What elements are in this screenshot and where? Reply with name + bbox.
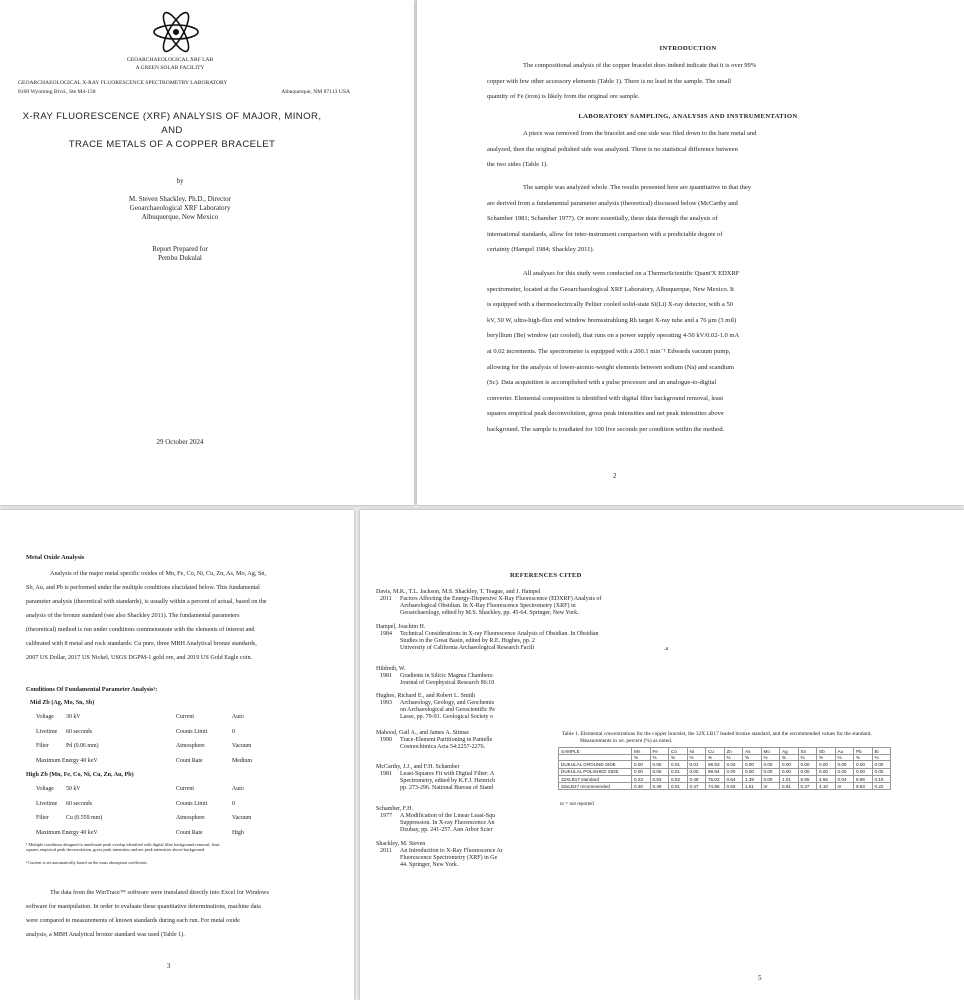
reference-entry (376, 693, 556, 729)
condition-cell: Counts Limit (176, 728, 208, 735)
reference-line: Suppression. In X-ray Fluorescence An (400, 820, 495, 827)
reference-line: A Modification of the Linear Least-Squ (400, 813, 496, 820)
table-cell: % (706, 755, 725, 761)
reference-line: Trace-Element Partitioning in Pantelle (400, 737, 493, 744)
table-cell: % (669, 755, 688, 761)
text-line: are derived from a fundamental parameter analysis (theoretical) discussed below (McCarthy and (487, 199, 738, 207)
table-cell: 0.00 (872, 761, 891, 768)
table-cell: 74.86 (706, 783, 725, 790)
text-line: allowing for the analysis of lower-atomic-weight elements between sodium (Na) and scandium (487, 363, 734, 371)
reference-entry (376, 589, 602, 625)
reference-line: Gradients in Silicic Magma Chambers: (400, 673, 494, 680)
elemental-table (558, 747, 891, 790)
text-line: at 0.02 increments. The spectrometer is equipped with a 200.1 min⁻¹ Edwards vacuum pump, (487, 347, 731, 355)
text-line: software for manipulation. In order to evaluate these quantitative determinations, machine data (26, 903, 261, 910)
reference-line: An Introduction to X-Ray Fluorescence Ar (400, 848, 503, 855)
text-line: certainty (Hampel 1984; Shackley 2011). (487, 246, 595, 254)
reference-year: 1984 (380, 631, 392, 638)
reference-text (400, 771, 495, 792)
text-line: All analyses for this study were conducted on a ThermoScientific Quant'X EDXRF (523, 270, 740, 277)
table-cell: Mo (761, 748, 780, 755)
reference-line: University of California Archaeological Research Facili (400, 645, 535, 652)
high-zb-title: High Zb (Mn, Fe, Co, Ni, Cu, Zn, Au, Pb) (26, 772, 134, 778)
table-cell: Sn (798, 748, 817, 755)
table-cell: 0.47 (687, 783, 706, 790)
text-line: (theoretical) method is run under conditions commensurate with the elements of interest and (26, 626, 255, 633)
page-number: 3 (167, 962, 171, 970)
page-number: 2 (613, 472, 617, 480)
reference-entry (376, 841, 556, 877)
footnote-2: ² Current is set automatically based on the mass absorption coefficient. (26, 860, 148, 865)
condition-cell: Counts Limit (176, 800, 208, 807)
reference-line: Factors Affecting the Energy-Dispersive X-Ray Fluorescence (EDXRF) Analysis of (400, 596, 602, 603)
title-line-1: X-RAY FLUORESCENCE (XRF) ANALYSIS OF MAJOR, MINOR, AND (22, 111, 322, 136)
table-cell: 0.00 (854, 768, 873, 775)
reference-author: McCarthy, J.J., and F.H. Schamber (376, 764, 460, 770)
reference-year: 2011 (380, 596, 392, 603)
condition-row (36, 758, 336, 770)
table-cell: 0.00 (724, 768, 743, 775)
table-cell: nr (761, 783, 780, 790)
client-name: Pembu Dukulal (158, 254, 202, 262)
table-cell: % (724, 755, 743, 761)
table-cell: Mn (632, 748, 651, 755)
table-cell: % (780, 755, 799, 761)
table-cell: % (687, 755, 706, 761)
table-cell: 0.00 (817, 761, 836, 768)
table-cell: 0.00 (743, 761, 762, 768)
text-line: 2007 US Dollar, 2017 US Nickel, USGS DGPM-1 gold ore, and 2019 US Gold Eagle coin. (26, 654, 253, 661)
mid-zb-title: Mid Zb (Ag, Mo, Sn, Sb) (30, 700, 95, 706)
condition-cell: Auto (232, 786, 244, 792)
table-cell: As (743, 748, 762, 755)
table-caption-line-1: Table 1. Elemental concentrations for the copper bracelet, the 32X LB17 leaded bronze standard, and the recommended values for the standard. (562, 731, 872, 737)
table-cell: 0.00 (817, 768, 836, 775)
table-cell: 0.00 (632, 768, 651, 775)
text-line: A piece was removed from the bracelet and one side was filed down to the bare metal and (523, 130, 757, 137)
text-line: Schamber 1981; Schamber 1977). Or more essentially, these data through the analysis of (487, 215, 718, 223)
reference-line: on Archaeological and Geoscientific Pe (400, 707, 495, 714)
table-cell: % (632, 755, 651, 761)
table-caption (562, 731, 954, 744)
ref-extra: .a (664, 646, 669, 652)
reference-text (400, 631, 599, 652)
condition-cell: Maximum Energy 40 keV (36, 757, 98, 764)
reference-line: Technical Considerations in X-ray Fluorescence Analysis of Obsidian. In Obsidian (400, 631, 599, 638)
condition-cell: Current (176, 786, 194, 792)
reference-author: Schamber, F.H. (376, 806, 413, 812)
table-cell: 0.04 (835, 775, 854, 782)
reference-line: Archaeological Obsidian. In X-Ray Fluorescence Spectrometry (XRF) in (400, 603, 576, 610)
reference-author: Hughes, Richard E., and Robert L. Smith (376, 693, 475, 699)
condition-cell: Cu (0.559 mm) (66, 815, 103, 821)
reference-line: Dzubay, pp. 241-257. Ann Arbor Scier (400, 827, 493, 834)
by-label: by (176, 177, 184, 185)
table-cell: 0.22 (872, 783, 891, 790)
table-cell: % (872, 755, 891, 761)
text-line: is equipped with a thermoelectrically Peltier cooled solid-state Si(Li) X-ray detector, with a 50 (487, 301, 733, 309)
section-heading: Metal Oxide Analysis (26, 554, 85, 561)
table-cell: 0.05 (650, 768, 669, 775)
condition-cell: Filter (36, 743, 49, 749)
text-line: Analysis of the major metal specific oxides of Mn, Fe, Co, Ni, Cu, Zn, As, Mo, Ag, Sn, (50, 570, 267, 577)
text-line: analysis of the bronze standard (see also Shackley 2011). The fundamental parameters (26, 612, 240, 619)
wintrace-paragraph (26, 886, 332, 942)
reference-line: Fluorescence Spectrometry (XRF) in Ge (400, 855, 498, 862)
text-line: international standards, allow for inter-instrument comparison with a predictable degree of (487, 230, 723, 238)
table-cell: % (761, 755, 780, 761)
table-cell: % (743, 755, 762, 761)
reference-text (400, 848, 503, 869)
atom-logo-icon (152, 8, 200, 56)
condition-cell: Current (176, 714, 194, 720)
table-cell: 0.91 (780, 783, 799, 790)
table-cell: 4.66 (817, 775, 836, 782)
condition-row (36, 801, 336, 813)
table-cell: Fe (650, 748, 669, 755)
intro-paragraph (487, 58, 889, 105)
table-cell: nr (835, 783, 854, 790)
reference-text (400, 596, 601, 617)
reference-text (400, 813, 495, 834)
page-metal-oxide (0, 510, 354, 1000)
reference-entry (376, 806, 556, 842)
condition-cell: 0 (232, 800, 235, 807)
reference-text (400, 700, 495, 721)
condition-cell: Vacuum (232, 815, 252, 821)
table-cell: 0.01 (669, 783, 688, 790)
table-cell: % (798, 755, 817, 761)
condition-cell: Livetime (36, 728, 58, 735)
table-cell: 0.00 (854, 761, 873, 768)
text-line: beryllium (Be) window (air cooled), that runs on a power supply operating 4-50 kV/0.02-1.0 mA (487, 332, 740, 340)
table-cell: 0.53 (650, 775, 669, 782)
table-cell: 75.02 (706, 775, 725, 782)
condition-cell: Maximum Energy 40 keV (36, 829, 98, 836)
reference-line: Studies in the Great Basin, edited by R.E. Hughes, pp. 2 (400, 638, 535, 645)
table-cell: Cu (706, 748, 725, 755)
table-cell: Sb (817, 748, 836, 755)
table-cell: 5.37 (798, 783, 817, 790)
table-cell: 0.64 (724, 775, 743, 782)
condition-row (36, 830, 336, 842)
lab-subtitle: A GREEN SOLAR FACILITY (135, 65, 205, 71)
reference-entry (376, 624, 599, 660)
text-line: spectrometer, located at the Geoarchaeological XRF Laboratory, Albuquerque, New Mexico. It (487, 285, 734, 293)
text-line: quantity of Fe (iron) is likely from the original ore sample. (487, 93, 640, 101)
table-cell: 0.00 (687, 768, 706, 775)
table-cell: 0.00 (835, 768, 854, 775)
reference-author: Davis, M.K., T.L. Jackson, M.S. Shackley, T. Teague, and J. Hampel (376, 589, 541, 595)
text-line: ¹ Multiple conditions designed to ameliorate peak overlap identified with digital filter background removal, least (26, 842, 220, 847)
condition-row (36, 815, 336, 827)
lab-header-line: GEOARCHAEOLOGICAL X-RAY FLUORESCENCE SPECTROMETRY LABORATORY (18, 80, 228, 86)
table-row (559, 748, 891, 755)
condition-cell: Livetime (36, 800, 58, 807)
text-line: The data from the WinTrace™ software were translated directly into Excel for Windows (50, 889, 269, 896)
reference-year: 1993 (380, 700, 392, 707)
reference-line: Least-Squares Fit with Digital Filter: A (400, 771, 495, 778)
condition-cell: Voltage (36, 714, 54, 720)
condition-cell: Medium (232, 757, 252, 764)
table-cell: 0.00 (743, 768, 762, 775)
table-caption-line-2: Measurements in wt. percent (%) as noted. (580, 737, 673, 744)
table-cell: Ni (687, 748, 706, 755)
reference-line: Journal of Geophysical Research 86:10 (400, 680, 495, 687)
author-org: Geoarchaeological XRF Laboratory (129, 204, 231, 212)
table-cell: 0.00 (872, 768, 891, 775)
author-name: M. Steven Shackley, Ph.D., Director (129, 195, 231, 203)
table-cell: 0.00 (798, 761, 817, 768)
table-cell: 99.94 (706, 768, 725, 775)
page-references (360, 510, 964, 1000)
table-cell: 0.63 (724, 783, 743, 790)
table-cell: 0.19 (872, 775, 891, 782)
table-cell: % (817, 755, 836, 761)
text-line: (Sc). Data acquisition is accomplished with a pulse processor and an analogue-to-digital (487, 379, 717, 387)
footnote-1 (26, 842, 326, 852)
condition-cell: Vacuum (232, 743, 252, 749)
table-cell: 0.00 (780, 768, 799, 775)
table-cell: % (835, 755, 854, 761)
condition-cell: Atmosphere (176, 815, 205, 821)
reference-year: 2011 (380, 848, 392, 855)
references-heading: REFERENCES CITED (510, 572, 582, 579)
table-cell: 99.93 (706, 761, 725, 768)
reference-author: Shackley, M. Steven (376, 841, 426, 847)
reference-line: Spectrometry, edited by K.F.J. Heinrich (400, 778, 496, 785)
table-cell: 0.49 (650, 783, 669, 790)
table-row (559, 761, 891, 768)
reference-text (400, 737, 492, 751)
table-cell: 0.00 (835, 761, 854, 768)
condition-cell: 60 seconds (66, 800, 93, 807)
table-cell: 0.05 (650, 761, 669, 768)
text-line: background. The sample is irradiated for 100 live seconds per condition within the method. (487, 425, 725, 433)
table-cell: 0.01 (687, 761, 706, 768)
table-cell: SAMPLE (559, 748, 632, 755)
text-line: the two sides (Table 1). (487, 161, 548, 169)
lab-paragraph (487, 126, 889, 173)
table-cell: Bi (872, 748, 891, 755)
author-place: Albuquerque, New Mexico (141, 213, 219, 221)
condition-cell: Count Rate (176, 757, 203, 764)
table-cell: 0.00 (780, 761, 799, 768)
condition-cell: 30 kV (66, 714, 81, 720)
table-cell: 9.83 (854, 783, 873, 790)
condition-cell: Voltage (36, 786, 54, 792)
table-cell: 0.00 (724, 761, 743, 768)
reference-author: Hampel, Joachim H. (376, 624, 426, 630)
report-for-label: Report Prepared for (152, 245, 208, 253)
lab-heading: LABORATORY SAMPLING, ANALYSIS AND INSTRUMENTATION (578, 113, 798, 120)
table-cell: Ag (780, 748, 799, 755)
text-line: Sb, Au, and Pb is performed under the multiple conditions elucidated below. This fundamental (26, 584, 260, 591)
text-line: The sample was analyzed whole. The results presented here are quantitative in that they (523, 184, 752, 191)
text-line: squares empirical peak deconvolution, gross peak intensities and net peak intensities above background. (26, 847, 205, 853)
table-cell: 32xLB17 recommended (559, 783, 632, 790)
table-cell: Au (835, 748, 854, 755)
text-line: parameter analysis (theoretical with standards), is usually within a percent of actual, based on the (26, 598, 267, 605)
reference-line: 44. Springer, New York. (400, 862, 459, 869)
condition-cell: 50 kV (66, 786, 81, 792)
table-cell: Zn (724, 748, 743, 755)
text-line: squares empirical peak deconvolution, gross peak intensities and net peak intensities above (487, 410, 724, 418)
page-number: 5 (758, 974, 762, 982)
table-cell: 0.01 (669, 761, 688, 768)
condition-row (36, 743, 336, 755)
table-row (559, 775, 891, 782)
whole-paragraph (487, 180, 889, 258)
table-cell: DUKULAL GROUND SIDE (559, 761, 632, 768)
condition-cell: Atmosphere (176, 743, 205, 749)
table-cell: 0.48 (687, 775, 706, 782)
reference-entry (376, 764, 556, 800)
reference-year: 1990 (380, 737, 392, 744)
lab-name: GEOARCHAEOLOGICAL XRF LAB (126, 57, 214, 63)
table-cell: 0.01 (669, 768, 688, 775)
page-cover (0, 0, 414, 505)
table-row (559, 768, 891, 775)
conditions-title: Conditions Of Fundamental Parameter Analysis¹: (26, 686, 158, 693)
address-left: 8100 Wyoming Blvd., Ste M4-158 (18, 89, 96, 95)
intro-heading: INTRODUCTION (659, 45, 717, 52)
instrument-paragraph (487, 266, 889, 438)
reference-author: Hildreth, W. (376, 666, 406, 672)
table-cell: % (650, 755, 669, 761)
condition-cell: Filter (36, 815, 49, 821)
table-cell: 4.10 (817, 783, 836, 790)
table-cell: 8.86 (854, 775, 873, 782)
table-cell: Co (669, 748, 688, 755)
table-cell: 1.01 (780, 775, 799, 782)
text-line: were compared to measurements of known standards during each run. For metal oxide (26, 917, 240, 924)
table-cell: 32XLB17 standard (559, 775, 632, 782)
reference-year: 1981 (380, 673, 392, 680)
reference-year: 1981 (380, 771, 392, 778)
reference-line: Cosmochimica Acta 54:2257-2276. (400, 744, 486, 751)
table-cell: % (854, 755, 873, 761)
text-line: calibrated with 8 metal and rock standards: Cu pure, three MBH Analytical bronze standards, (26, 640, 257, 647)
text-line: copper with few other accessory elements (Table 1). There is no lead in the sample. The small (487, 77, 732, 85)
condition-cell: Auto (232, 714, 244, 720)
title-line-2: TRACE METALS OF A COPPER BRACELET (68, 139, 276, 150)
reference-line: Archaeology, Geology, and Geochemis (400, 700, 495, 707)
table-cell: Pb (854, 748, 873, 755)
table-cell: 0.00 (761, 761, 780, 768)
condition-row (36, 714, 336, 726)
metal-oxide-paragraph (26, 567, 332, 665)
condition-row (36, 786, 336, 798)
reference-entry (376, 730, 556, 766)
reference-line: Geoarchaeology, edited by M.S. Shackley, pp. 45-64. Springer, New York. (400, 610, 579, 617)
reference-author: Mahood, Gail A., and James A. Stimac (376, 730, 470, 736)
condition-cell: Count Rate (176, 829, 203, 836)
condition-cell: Pd (0.06 mm) (66, 743, 99, 749)
table-cell: 0.00 (632, 761, 651, 768)
reference-text (400, 673, 494, 687)
table-cell: 0.00 (761, 775, 780, 782)
table-cell: 0.02 (669, 775, 688, 782)
table-cell: 0.23 (632, 775, 651, 782)
text-line: analyzed, then the original polished side was analyzed. There is no statistical difference between (487, 145, 738, 153)
table-cell: 1.51 (743, 783, 762, 790)
text-line: analysis, a MBH Analytical bronze standard was used (Table 1). (26, 931, 185, 938)
condition-cell: High (232, 829, 244, 836)
table-cell: 0.00 (798, 768, 817, 775)
report-date: 29 October 2024 (156, 438, 204, 446)
table-row (559, 783, 891, 790)
reference-line: Lasse, pp. 79-91. Geological Society o (400, 714, 493, 721)
address-right: Albuquerque, NM 87113 USA (281, 89, 350, 95)
condition-row (36, 729, 336, 741)
page-introduction (417, 0, 964, 505)
report-title (20, 110, 324, 152)
condition-cell: 60 seconds (66, 728, 93, 735)
text-line: The compositional analysis of the copper bracelet does indeed indicate that it is over 99% (523, 62, 757, 69)
text-line: converter. Elemental composition is identified with digital filter background removal, least (487, 394, 724, 402)
table-cell: 0.00 (761, 768, 780, 775)
text-line: kV, 50 W, ultra-high-flux end window bremsstrahlung Rh target X-ray tube and a 76 μm (3 mil) (487, 316, 737, 324)
reference-line: pp. 273-296. National Bureau of Stand (400, 785, 494, 792)
table-cell: 6.95 (798, 775, 817, 782)
table-cell: 1.39 (743, 775, 762, 782)
table-cell: 0.30 (632, 783, 651, 790)
reference-year: 1977 (380, 813, 392, 820)
table-note: nr = not reported (560, 802, 594, 807)
table-cell: DUKULAL POLISHED SIDE (559, 768, 632, 775)
condition-cell: 0 (232, 728, 235, 735)
